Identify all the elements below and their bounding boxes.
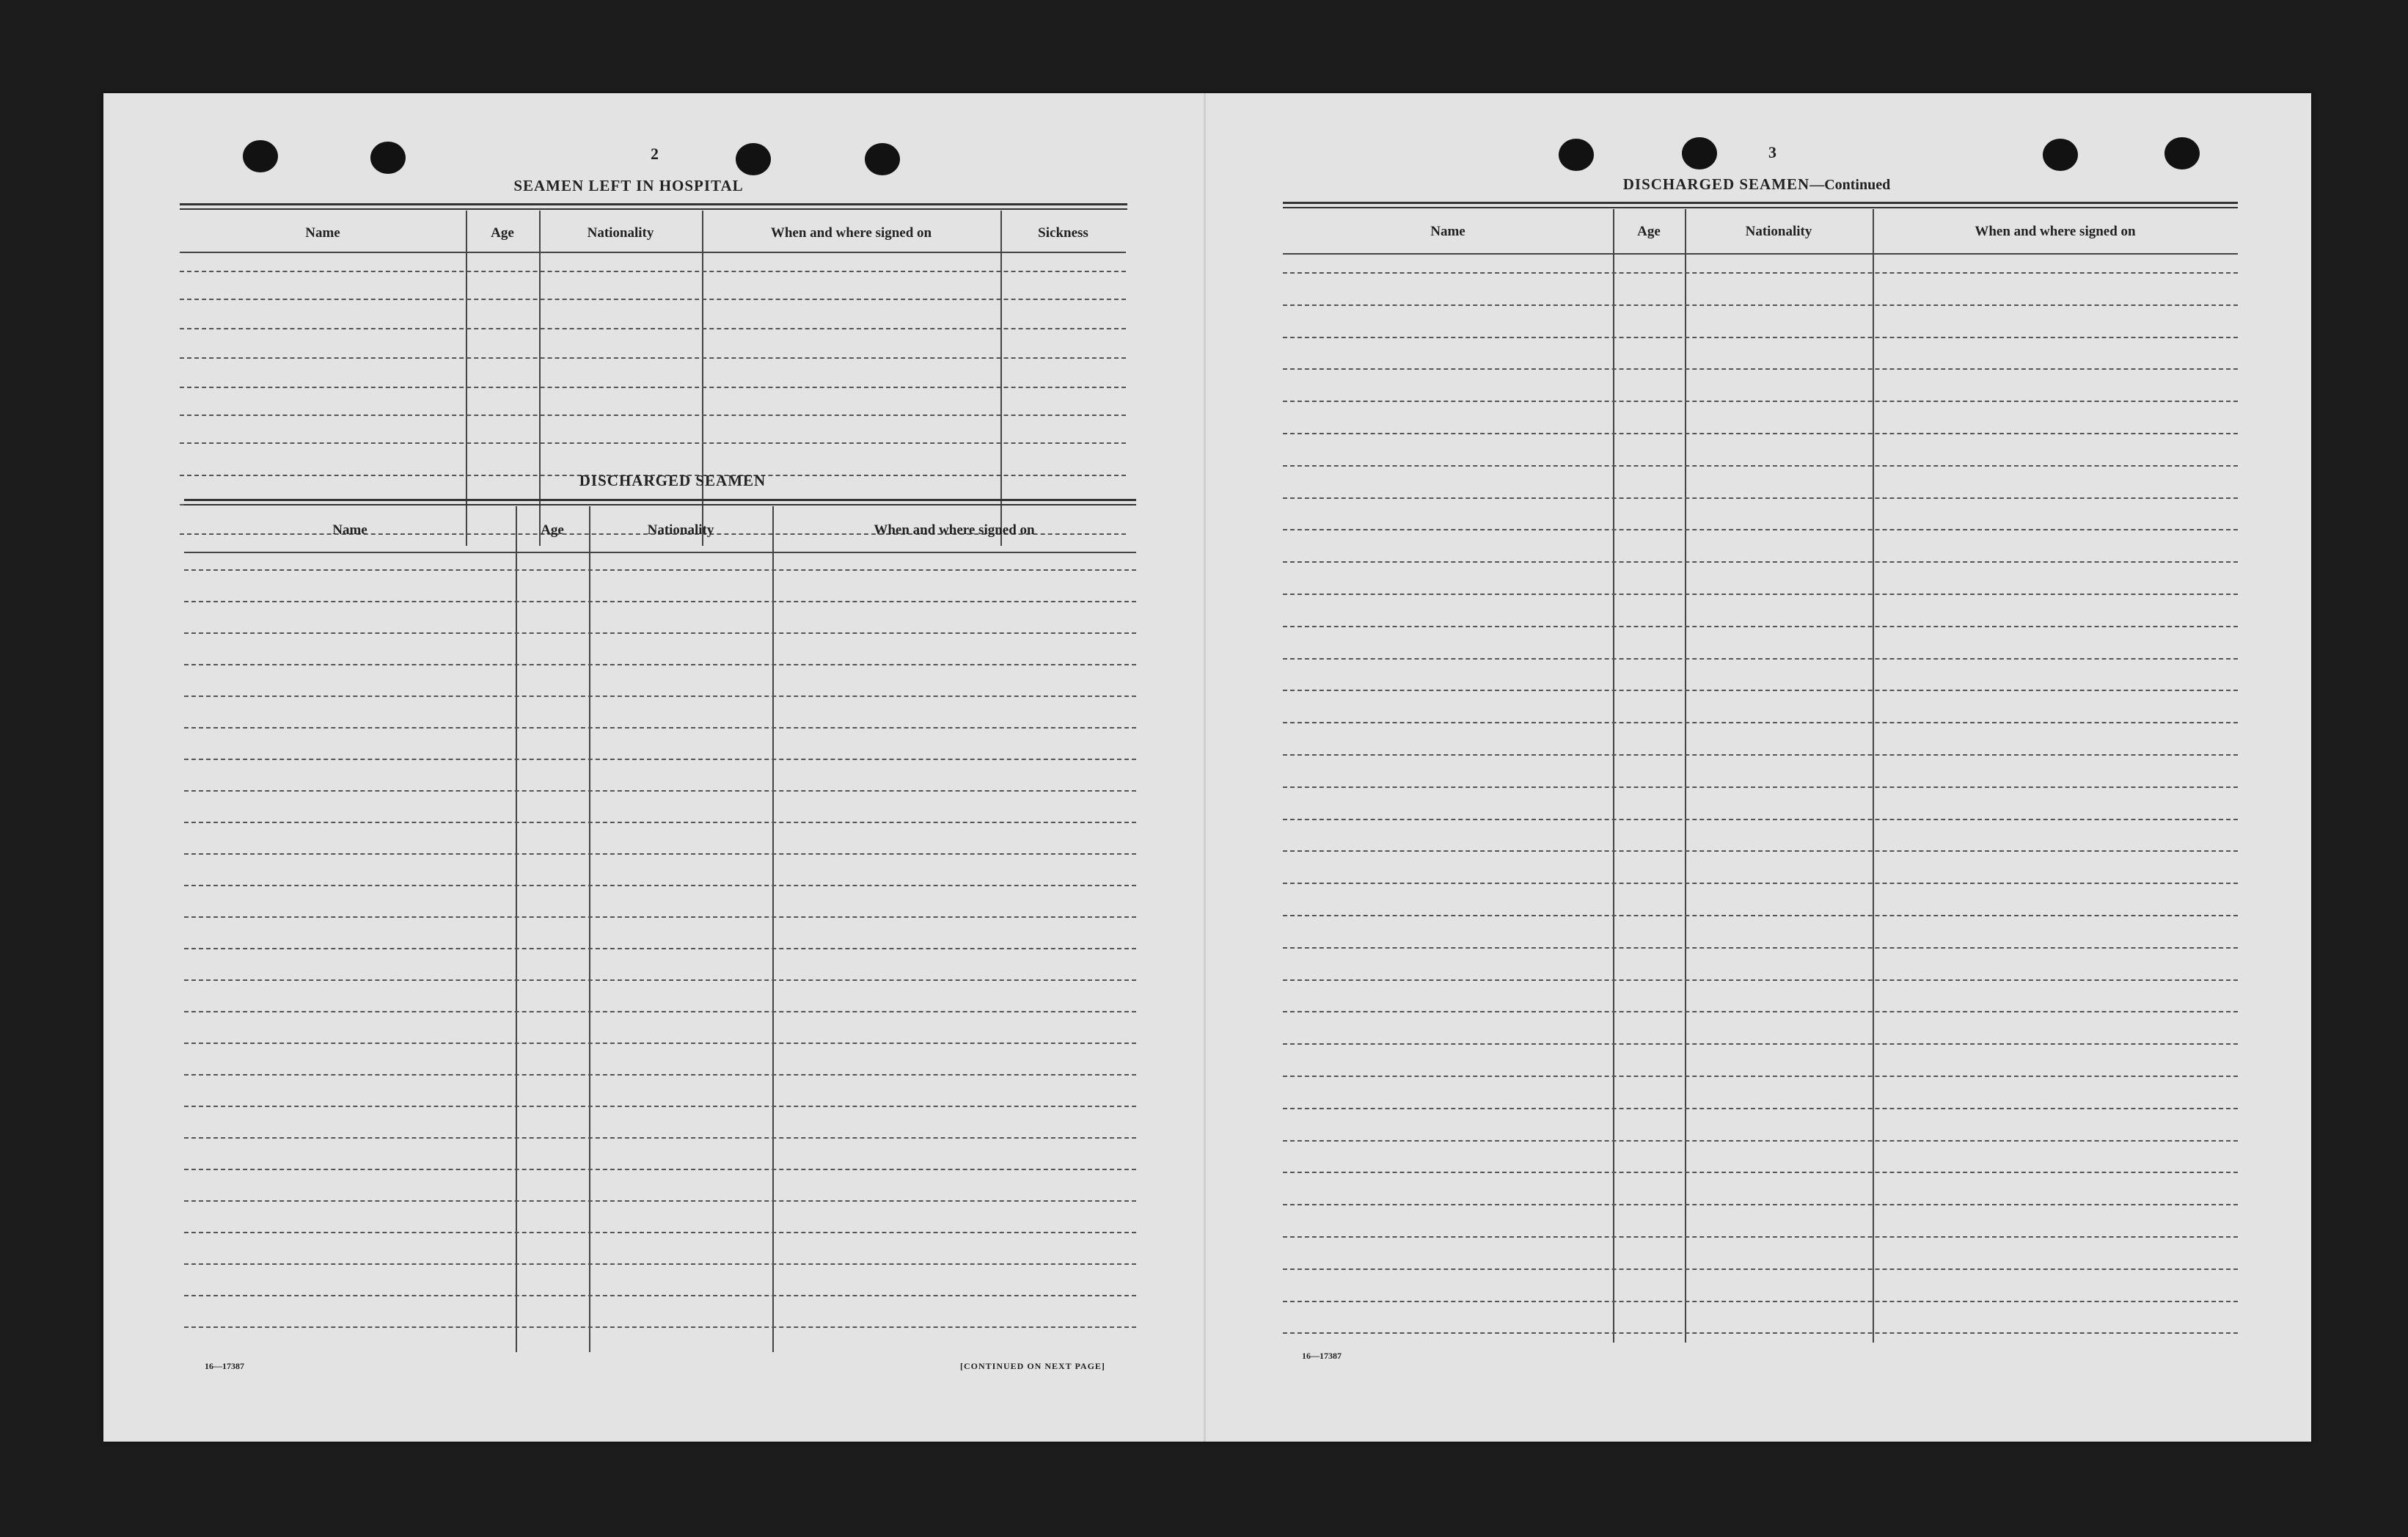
discharged-right-row-line bbox=[1283, 272, 2238, 274]
discharged-right-row-line bbox=[1283, 529, 2238, 530]
hospital-table bbox=[180, 211, 1126, 546]
hospital-row-line bbox=[180, 387, 1126, 388]
discharged-row-line bbox=[184, 1263, 1136, 1265]
discharged-right-row-line bbox=[1283, 594, 2238, 595]
discharged-right-row-line bbox=[1283, 1043, 2238, 1045]
punch-hole bbox=[370, 142, 406, 174]
discharged-row-line bbox=[184, 885, 1136, 886]
hospital-col-divider bbox=[466, 211, 467, 546]
discharged-row-line bbox=[184, 1232, 1136, 1233]
discharged-col-when-where: When and where signed on bbox=[874, 522, 1035, 538]
discharged-section-title-right bbox=[1573, 175, 1940, 194]
hospital-col-when-where: When and where signed on bbox=[770, 225, 932, 241]
discharged-row-line bbox=[184, 632, 1136, 634]
discharged-row-line bbox=[184, 1200, 1136, 1202]
discharged-row-line bbox=[184, 1326, 1136, 1328]
discharged-right-row-line bbox=[1283, 1268, 2238, 1270]
discharged-col-nationality: Nationality bbox=[647, 522, 714, 538]
discharged-right-col-nationality: Nationality bbox=[1745, 224, 1812, 239]
hospital-row-line bbox=[180, 415, 1126, 416]
hospital-row-line bbox=[180, 357, 1126, 359]
discharged-row-line bbox=[184, 696, 1136, 697]
discharged-row-line bbox=[184, 853, 1136, 855]
discharged-row-line bbox=[184, 1074, 1136, 1076]
discharged-right-row-line bbox=[1283, 947, 2238, 949]
hospital-col-age: Age bbox=[491, 225, 514, 241]
discharged-right-row-line bbox=[1283, 1332, 2238, 1334]
hospital-col-divider bbox=[1000, 211, 1002, 546]
discharged-right-row-line bbox=[1283, 368, 2238, 370]
discharged-right-col-name: Name bbox=[1430, 224, 1465, 239]
discharged-row-line bbox=[184, 948, 1136, 949]
discharged-section-title-left: DISCHARGED SEAMEN bbox=[579, 472, 766, 489]
hospital-col-divider bbox=[539, 211, 541, 546]
discharged-table-left bbox=[184, 506, 1136, 1352]
discharged-right-row-line bbox=[1283, 465, 2238, 467]
discharged-right-row-line bbox=[1283, 722, 2238, 723]
punch-hole bbox=[1682, 137, 1717, 169]
discharged-right-row-line bbox=[1283, 304, 2238, 306]
discharged-right-row-line bbox=[1283, 658, 2238, 660]
discharged-right-row-line bbox=[1283, 401, 2238, 402]
discharged-right-row-line bbox=[1283, 1204, 2238, 1205]
discharged-row-line bbox=[184, 759, 1136, 760]
form-code-right: 16—17387 bbox=[1302, 1351, 1342, 1361]
discharged-right-row-line bbox=[1283, 850, 2238, 852]
hospital-col-divider bbox=[702, 211, 703, 546]
discharged-right-row-line bbox=[1283, 979, 2238, 981]
discharged-row-line bbox=[184, 790, 1136, 792]
discharged-title-text: DISCHARGED SEAMEN bbox=[1622, 175, 1810, 193]
discharged-row-line bbox=[184, 601, 1136, 602]
continued-note: [CONTINUED ON NEXT PAGE] bbox=[960, 1361, 1105, 1371]
hospital-col-name: Name bbox=[305, 225, 340, 241]
hospital-row-line bbox=[180, 299, 1126, 300]
discharged-right-col-when-where: When and where signed on bbox=[1975, 224, 2136, 239]
discharged-right-row-line bbox=[1283, 337, 2238, 338]
punch-hole bbox=[865, 143, 900, 175]
punch-hole bbox=[2164, 137, 2200, 169]
discharged-right-row-line bbox=[1283, 1236, 2238, 1238]
discharged-right-row-line bbox=[1283, 915, 2238, 916]
hospital-row-line bbox=[180, 442, 1126, 444]
discharged-row-line bbox=[184, 1011, 1136, 1012]
discharged-right-row-line bbox=[1283, 1076, 2238, 1077]
hospital-title-rule bbox=[180, 203, 1127, 205]
discharged-right-row-line bbox=[1283, 1301, 2238, 1302]
discharged-right-row-line bbox=[1283, 786, 2238, 788]
hospital-title-rule-2 bbox=[180, 208, 1127, 210]
document-sheet bbox=[103, 93, 2311, 1442]
hospital-section-title: SEAMEN LEFT IN HOSPITAL bbox=[513, 177, 744, 194]
discharged-col-name: Name bbox=[332, 522, 367, 538]
discharged-row-line bbox=[184, 569, 1136, 571]
page-fold bbox=[1204, 93, 1206, 1442]
discharged-right-row-line bbox=[1283, 690, 2238, 691]
discharged-table-right bbox=[1283, 209, 2238, 1343]
discharged-right-row-line bbox=[1283, 819, 2238, 820]
discharged-title-rule bbox=[184, 499, 1136, 501]
discharged-row-line bbox=[184, 1169, 1136, 1170]
hospital-row-line bbox=[180, 271, 1126, 272]
discharged-col-age: Age bbox=[541, 522, 564, 538]
discharged-right-row-line bbox=[1283, 433, 2238, 434]
discharged-right-row-line bbox=[1283, 1108, 2238, 1109]
discharged-right-row-line bbox=[1283, 561, 2238, 563]
discharged-row-line bbox=[184, 664, 1136, 665]
hospital-col-nationality: Nationality bbox=[587, 225, 654, 241]
discharged-right-title-rule bbox=[1283, 202, 2238, 204]
discharged-right-row-line bbox=[1283, 883, 2238, 884]
discharged-row-line bbox=[184, 1137, 1136, 1139]
discharged-right-title-rule-2 bbox=[1283, 207, 2238, 208]
discharged-row-line bbox=[184, 1295, 1136, 1296]
discharged-row-line bbox=[184, 1043, 1136, 1044]
page-number-right: 3 bbox=[1768, 143, 1776, 161]
discharged-row-line bbox=[184, 1106, 1136, 1107]
punch-hole bbox=[2043, 139, 2078, 171]
discharged-right-col-age: Age bbox=[1637, 224, 1661, 239]
page-number-left: 2 bbox=[651, 145, 659, 163]
discharged-row-line bbox=[184, 916, 1136, 918]
discharged-row-line bbox=[184, 727, 1136, 729]
discharged-row-line bbox=[184, 822, 1136, 823]
discharged-right-row-line bbox=[1283, 1172, 2238, 1173]
discharged-right-row-line bbox=[1283, 1140, 2238, 1142]
discharged-title-rule-2 bbox=[184, 504, 1136, 505]
hospital-row-line bbox=[180, 328, 1126, 329]
discharged-row-line bbox=[184, 979, 1136, 981]
form-code-left: 16—17387 bbox=[205, 1361, 244, 1371]
discharged-title-suffix: —Continued bbox=[1809, 177, 1891, 193]
hospital-col-sickness: Sickness bbox=[1038, 225, 1088, 241]
punch-hole bbox=[736, 143, 771, 175]
discharged-right-row-line bbox=[1283, 754, 2238, 756]
punch-hole bbox=[1559, 139, 1594, 171]
discharged-right-row-line bbox=[1283, 626, 2238, 627]
punch-hole bbox=[243, 140, 278, 172]
discharged-right-row-line bbox=[1283, 497, 2238, 499]
discharged-right-row-line bbox=[1283, 1011, 2238, 1012]
